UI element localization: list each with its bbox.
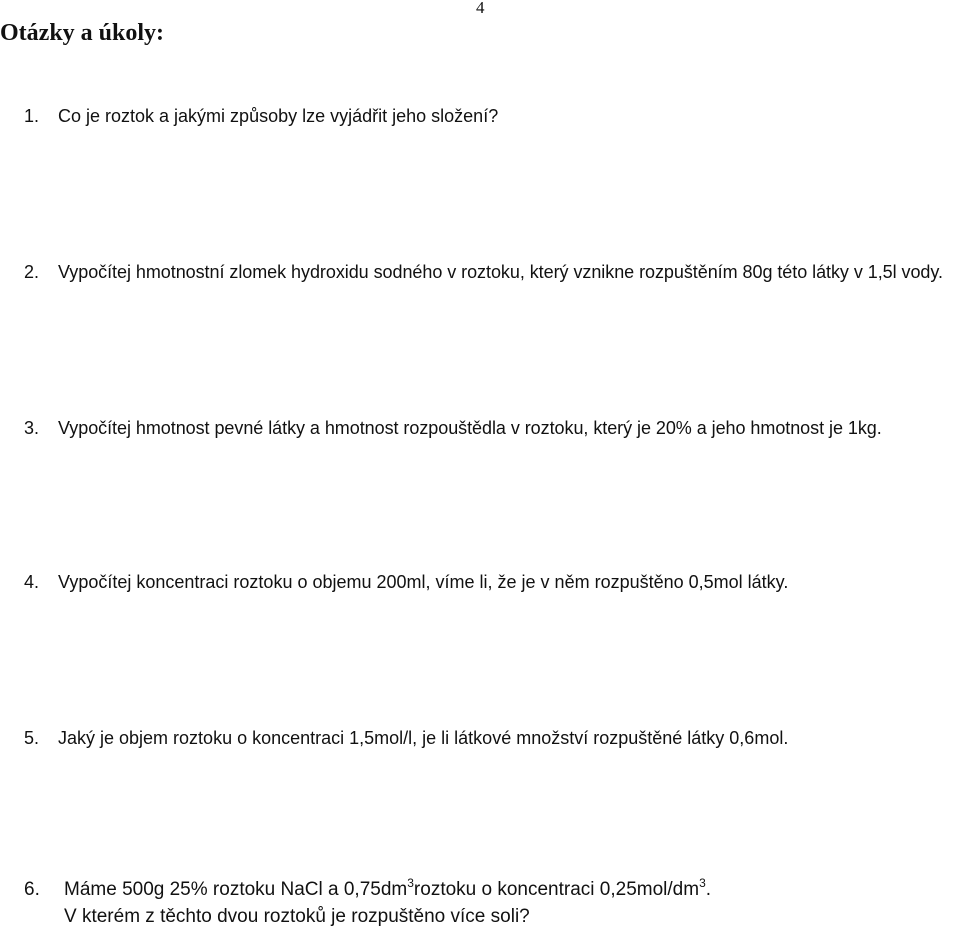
question-number: 1. [24,106,40,126]
question-number: 2. [24,262,40,282]
question-text-part: roztoku o koncentraci 0,25mol/dm [413,879,700,900]
question-number: 4. [24,572,40,592]
question-4 [24,566,960,598]
question-number: 5. [24,728,40,748]
question-number: 6. [24,879,40,900]
question-text: Vypočítej hmotnost pevné látky a hmotnost rozpouštědla v roztoku, který je 20% a jeho hmotnost je 1kg. [58,418,882,438]
question-1 [24,100,960,132]
page-number: 4 [476,0,485,17]
question-number: 3. [24,418,40,438]
question-5 [24,722,960,754]
superscript: 3 [699,876,706,890]
page-heading: Otázky a úkoly: [0,20,165,46]
question-text-part: Máme 500g 25% roztoku NaCl a 0,75dm [64,879,408,900]
question-text: Jaký je objem roztoku o koncentraci 1,5mol/l, je li látkové množství rozpuštěné látky 0,6mol. [58,728,789,748]
question-3 [24,412,960,444]
question-text: Vypočítej koncentraci roztoku o objemu 200ml, víme li, že je v něm rozpuštěno 0,5mol látky. [58,572,789,592]
question-text: Vypočítej hmotnostní zlomek hydroxidu sodného v roztoku, který vznikne rozpuštěním 80g této látky v 1,5l vody. [58,262,943,282]
question-text [24,876,960,930]
question-6 [24,876,960,930]
question-2 [24,256,960,288]
question-text: Co je roztok a jakými způsoby lze vyjádřit jeho složení? [58,106,499,126]
question-text-line2: V kterém z těchto dvou roztoků je rozpuštěno více soli? [64,906,530,927]
superscript: 3 [407,876,414,890]
question-text-part: . [705,879,712,900]
